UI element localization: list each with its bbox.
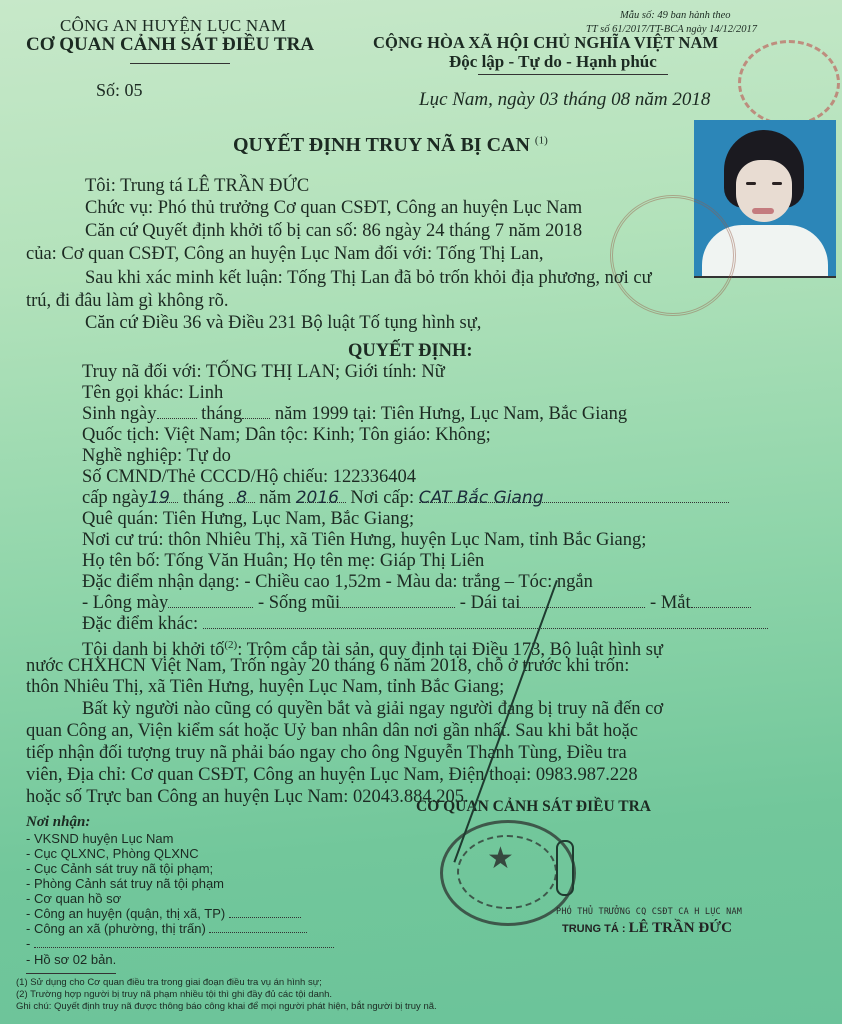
recipient-item: - Cục Cảnh sát truy nã tội phạm; [26, 861, 214, 876]
recipient-blank [209, 922, 307, 933]
eyebrow-label: - Lông mày [82, 593, 169, 613]
birth-day-label: Sinh ngày [82, 404, 157, 424]
notice-line-2: quan Công an, Viện kiểm sát hoặc Uỷ ban nhân dân nơi gần nhất. Sau khi bắt hoặc [26, 721, 639, 741]
recipient-item: - Phòng Cảnh sát truy nã tội phạm [26, 876, 225, 891]
footnote-2: (2) Trường hợp người bị truy nã phạm nhiều tội thì ghi đầy đủ các tội danh. [16, 989, 333, 1000]
document-date: Lục Nam, ngày 03 tháng 08 năm 2018 [419, 89, 711, 110]
recipients-title: Nơi nhận: [26, 814, 91, 830]
recipient-item: - Cục QLXNC, Phòng QLXNC [26, 846, 199, 861]
national-motto: Độc lập - Tự do - Hạnh phúc [449, 52, 657, 71]
eye-label: - Mắt [650, 593, 691, 613]
issue-day-value: 19 [148, 488, 178, 503]
department-name: CƠ QUAN CẢNH SÁT ĐIỀU TRA [26, 34, 315, 55]
signer-rank: TRUNG TÁ : [562, 923, 629, 935]
id-number: Số CMND/Thẻ CCCD/Hộ chiếu: 122336404 [82, 467, 417, 487]
country-name: CỘNG HÒA XÃ HỘI CHỦ NGHĨA VIỆT NAM [373, 33, 719, 52]
signing-agency: CƠ QUAN CẢNH SÁT ĐIỀU TRA [416, 798, 651, 815]
recipient-item: - Hồ sơ 02 bản. [26, 952, 117, 967]
residence: Nơi cư trú: thôn Nhiêu Thị, xã Tiên Hưng, huyện Lục Nam, tỉnh Bắc Giang; [82, 530, 647, 550]
charge-text: : Trộm cắp tài sản, quy định tại Điều 173, Bộ luật hình sự [237, 640, 663, 661]
parents: Họ tên bố: Tống Văn Huân; Họ tên mẹ: Giáp Thị Liên [82, 551, 485, 571]
recipient-blank [34, 939, 334, 948]
title-footnote-marker: (1) [534, 134, 548, 147]
identifying-features: Đặc điểm nhận dạng: - Chiều cao 1,52m - Màu da: trắng – Tóc: ngắn [82, 572, 593, 592]
issue-month-label: tháng [182, 488, 224, 508]
form-regulation-note: TT số 61/2017/TT-BCA ngày 14/12/2017 [586, 24, 757, 35]
header-right-underline [478, 74, 668, 75]
notice-line-5: hoặc số Trực ban Công an huyện Lục Nam: 02043.884.205. [26, 787, 469, 807]
birth-day-blank [157, 404, 197, 419]
ear-label: - Dái tai [459, 593, 521, 613]
decision-heading: QUYẾT ĐỊNH: [348, 341, 473, 361]
eyebrow-blank [168, 593, 253, 608]
issuer-position: Chức vụ: Phó thủ trưởng Cơ quan CSĐT, Công an huyện Lục Nam [85, 198, 583, 218]
issue-place-value: CAT Bắc Giang [419, 488, 729, 503]
other-features-label: Đặc điểm khác: [82, 614, 199, 634]
eye-blank [691, 593, 751, 608]
verification-line-2: trú, đi đâu làm gì không rõ. [26, 291, 229, 311]
birth-info [82, 404, 627, 425]
recipient-item-text: - [26, 936, 31, 951]
recipient-blank [229, 907, 301, 918]
nationality: Quốc tịch: Việt Nam; Dân tộc: Kinh; Tôn giáo: Không; [82, 425, 491, 445]
star-icon: ★ [487, 841, 514, 876]
form-note: Mẫu số: 49 ban hành theo [620, 10, 731, 21]
nose-label: - Sống mũi [257, 593, 341, 613]
birth-month-blank [242, 404, 270, 419]
alias: Tên gọi khác: Linh [82, 383, 224, 403]
signer [562, 920, 732, 937]
notice-line-4: viên, Địa chỉ: Cơ quan CSĐT, Công an huyện Lục Nam, Điện thoại: 0983.987.228 [26, 765, 638, 785]
charge-footnote-marker: (2) [224, 639, 238, 651]
other-features-blank [203, 614, 768, 629]
id-issue-info [82, 488, 729, 509]
photo-lips [752, 208, 774, 214]
recipient-item [26, 936, 334, 951]
birth-month-label: tháng [201, 404, 243, 424]
issuer: Tôi: Trung tá LÊ TRẦN ĐỨC [85, 176, 310, 196]
notice-line-1: Bất kỳ người nào cũng có quyền bắt và giải ngay người đang bị truy nã đến cơ [82, 699, 664, 719]
issue-year-value: 2016 [296, 488, 346, 503]
signer-name: LÊ TRẦN ĐỨC [628, 920, 732, 936]
notice-line-3: tiếp nhận đối tượng truy nã phải báo ngay cho ông Nguyễn Thanh Tùng, Điều tra [26, 743, 627, 763]
issue-month-value: 8 [229, 488, 255, 503]
recipient-item: - VKSND huyện Lục Nam [26, 831, 174, 846]
document-title-text: QUYẾT ĐỊNH TRUY NÃ BỊ CAN [233, 134, 530, 156]
charge-label: Tội danh bị khởi tố [82, 640, 225, 661]
recipient-item-text: - Công an huyện (quận, thị xã, TP) [26, 906, 226, 921]
charge-line-2: nước CHXHCN Việt Nam, Trốn ngày 20 tháng 6 năm 2018, chỗ ở trước khi trốn: [26, 656, 630, 676]
facial-features [82, 593, 751, 614]
issue-year-label: năm [259, 488, 292, 508]
basis-decision-agency: của: Cơ quan CSĐT, Công an huyện Lục Nam đối với: Tống Thị Lan, [26, 244, 544, 264]
footnote-1: (1) Sử dụng cho Cơ quan điều tra trong giai đoạn điều tra vụ án hình sự; [16, 977, 322, 988]
document-title [233, 134, 548, 157]
agency-name: CÔNG AN HUYỆN LỤC NAM [60, 16, 287, 35]
verification-line-1: Sau khi xác minh kết luận: Tống Thị Lan đã bỏ trốn khỏi địa phương, nơi cư [85, 268, 652, 288]
red-seal-stamp-icon [738, 40, 840, 126]
birth-year-place: năm 1999 tại: Tiên Hưng, Lục Nam, Bắc Giang [274, 404, 628, 424]
recipient-item: - Cơ quan hồ sơ [26, 891, 122, 906]
ear-blank [520, 593, 645, 608]
signature-loop [556, 840, 574, 896]
document-number: Số: 05 [96, 80, 143, 100]
wanted-person: Truy nã đối với: TỐNG THỊ LAN; Giới tính: Nữ [82, 362, 445, 382]
photo-eye-right [772, 182, 782, 185]
photo-eye-left [746, 182, 756, 185]
recipient-item-text: - Công an xã (phường, thị trấn) [26, 921, 206, 936]
signer-position: PHÓ THỦ TRƯỞNG CQ CSĐT CA H LỤC NAM [556, 907, 743, 917]
basis-decision: Căn cứ Quyết định khởi tố bị can số: 86 ngày 24 tháng 7 năm 2018 [85, 221, 583, 241]
issue-day-label: cấp ngày [82, 488, 149, 508]
overlap-seal-stamp-icon [610, 195, 736, 316]
footnote-note: Ghi chú: Quyết định truy nã được thông báo công khai để mọi người phát hiện, bắt người bị truy nã. [16, 1001, 437, 1012]
legal-basis: Căn cứ Điều 36 và Điều 231 Bộ luật Tố tụng hình sự, [85, 313, 482, 333]
occupation: Nghề nghiệp: Tự do [82, 446, 231, 466]
header-left-underline [130, 63, 230, 64]
charge-line-3: thôn Nhiêu Thị, xã Tiên Hưng, huyện Lục Nam, tỉnh Bắc Giang; [26, 677, 505, 697]
recipient-item [26, 921, 307, 936]
recipient-item [26, 906, 301, 921]
issue-place-label: Nơi cấp: [350, 488, 415, 508]
nose-blank [340, 593, 455, 608]
other-features [82, 614, 768, 635]
hometown: Quê quán: Tiên Hưng, Lục Nam, Bắc Giang; [82, 509, 415, 529]
footnote-divider [26, 973, 116, 974]
